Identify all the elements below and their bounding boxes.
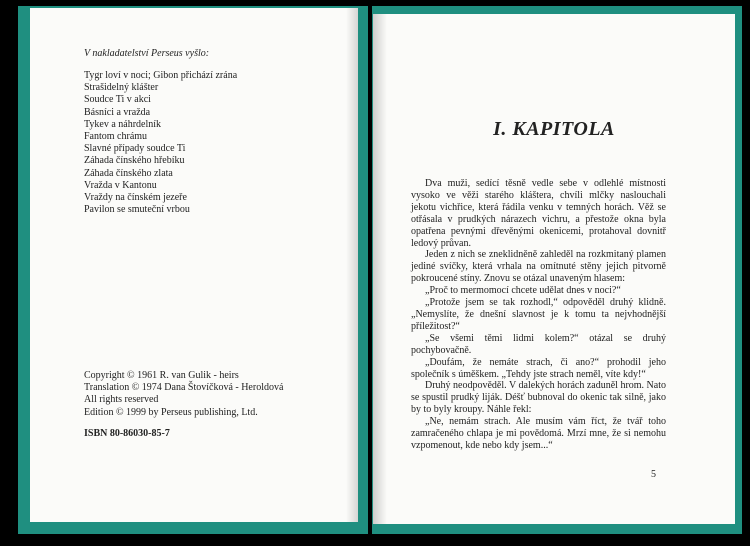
paragraph: „Doufám, že nemáte strach, či ano?“ prohodil jeho společník s úměškem. „Tehdy jste strach neměl, víte kdy!“: [411, 356, 666, 380]
right-page: [373, 14, 735, 524]
list-item: Slavné případy soudce Ti: [84, 143, 186, 155]
edition-line: Edition © 1999 by Perseus publishing, Ltd.: [84, 406, 258, 418]
paragraph: „Protože jsem se tak rozhodl,“ odpověděl druhý klidně. „Nemyslíte, že dnešní slavnost je k tomu ta nejvhodnější příležitost?“: [411, 297, 666, 332]
page-number: 5: [651, 469, 656, 480]
paragraph: Druhý neodpověděl. V dalekých horách zaduněl hrom. Nato se spustil prudký liják. Déšť bubnoval do okenic tak silně, jako by to byly kroupy. Náhle řekl:: [411, 380, 666, 416]
chapter-title: I. KAPITOLA: [493, 118, 615, 140]
translation-line: Translation © 1974 Dana Štovíčková - Heroldová: [84, 382, 284, 394]
copyright-block: [84, 370, 283, 419]
rights-line: All rights reserved: [84, 394, 159, 406]
isbn: ISBN 80-86030-85-7: [84, 428, 170, 439]
publisher-heading: V nakladatelství Perseus vyšlo:: [84, 48, 210, 59]
list-item: Pavilon se smuteční vrbou: [84, 204, 190, 216]
paragraph: Jeden z nich se zneklidněně zahleděl na rozkmitaný plamen jediné svíčky, která vrhala na omítnuté stěny jejich pitvorně pokroucené stíny. Znovu se otázal unaveným hlasem:: [411, 249, 666, 285]
copyright-line: Copyright © 1961 R. van Gulik - heirs: [84, 370, 239, 381]
list-item: Vražda v Kantonu: [84, 179, 157, 191]
paragraph: „Proč to mermomocí chcete udělat dnes v noci?“: [425, 285, 621, 297]
paragraph: Dva muži, sedící těsně vedle sebe v odlehlé místnosti vysoko ve věži starého kláštera, chvíli mlčky naslouchali jekotu vichřice, která řádila venku v temných horách. Věž se otřásala v prudkých nárazech vichru, a přestože okna byla opatřena pevnými dřevěnými okenicemi, protahoval dovnitř ledový průvan.: [411, 178, 666, 249]
list-item: Soudce Ti v akci: [84, 94, 151, 106]
list-item: Tygr loví v noci; Gibon přichází zrána: [84, 70, 238, 81]
list-item: Vraždy na čínském jezeře: [84, 192, 187, 204]
published-titles-list: [84, 70, 237, 216]
paragraph: „Se všemi těmi lidmi kolem?“ otázal se druhý pochybovačně.: [411, 332, 666, 356]
list-item: Strašidelný klášter: [84, 82, 159, 94]
list-item: Záhada čínského hřebíku: [84, 155, 185, 167]
spine-shadow: [346, 8, 358, 522]
list-item: Tykev a náhrdelník: [84, 118, 162, 130]
list-item: Básníci a vražda: [84, 106, 151, 118]
list-item: Fantom chrámu: [84, 131, 148, 143]
spine-shadow: [373, 14, 387, 524]
list-item: Záhada čínského zlata: [84, 167, 173, 179]
paragraph: „Ne, nemám strach. Ale musím vám říct, že tvář toho zamračeného chlapa je mi povědomá. Mrzí mne, že si nemohu vzpomenout, kde nebo kdy jsem...“: [411, 416, 666, 451]
left-page: [30, 8, 358, 522]
chapter-body: [411, 178, 666, 452]
